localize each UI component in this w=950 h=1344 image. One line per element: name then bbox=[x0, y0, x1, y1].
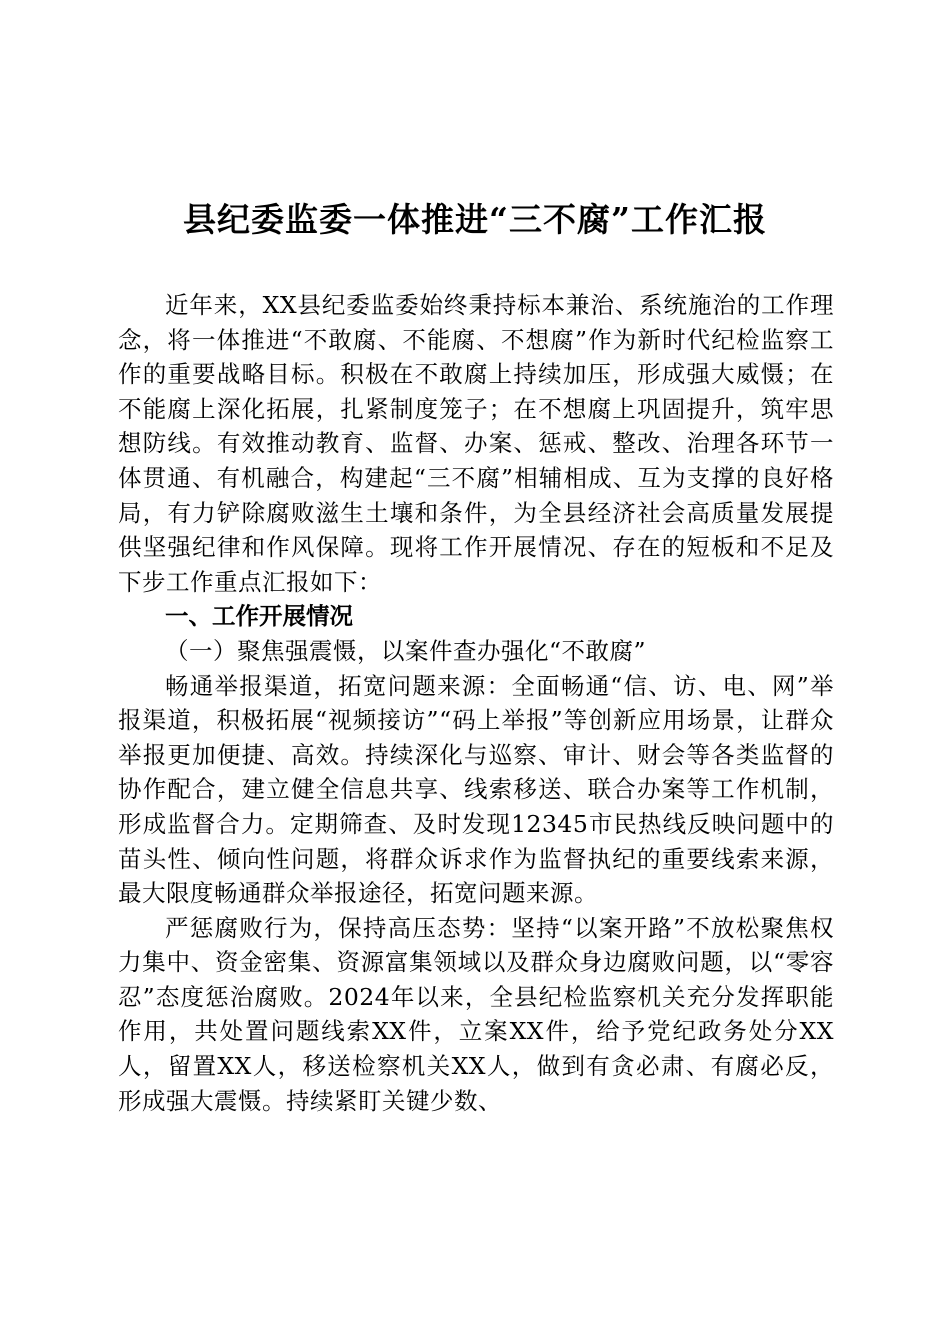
punish-corruption-paragraph: 严惩腐败行为，保持高压态势：坚持“以案开路”不放松聚焦权力集中、资金密集、资源富集领域以及群众身边腐败问题，以“零容忍”态度惩治腐败。2024年以来，全县纪检监察机关充分发挥职能作用，共处置问题线索XX件，立案XX件，给予党纪政务处分XX人，留置XX人，移送检察机关XX人，做到有贪必肃、有腐必反，形成强大震慑。持续紧盯关键少数、 bbox=[118, 913, 834, 1115]
section-heading: 一、工作开展情况 bbox=[165, 602, 353, 631]
intro-paragraph: 近年来，XX县纪委监委始终秉持标本兼治、系统施治的工作理念，将一体推进“不敢腐、不能腐、不想腐”作为新时代纪检监察工作的重要战略目标。积极在不敢腐上持续加压，形成强大威慑；在不能腐上深化拓展，扎紧制度笼子；在不想腐上巩固提升，筑牢思想防线。有效推动教育、监督、办案、惩戒、整改、治理各环节一体贯通、有机融合，构建起“三不腐”相辅相成、互为支撑的良好格局，有力铲除腐败滋生土壤和条件，为全县经济社会高质量发展提供坚强纪律和作风保障。现将工作开展情况、存在的短板和不足及下步工作重点汇报如下： bbox=[118, 291, 834, 596]
report-channels-paragraph: 畅通举报渠道，拓宽问题来源：全面畅通“信、访、电、网”举报渠道，积极拓展“视频接访”“码上举报”等创新应用场景，让群众举报更加便捷、高效。持续深化与巡察、审计、财会等各类监督的协作配合，建立健全信息共享、线索移送、联合办案等工作机制，形成监督合力。定期筛查、及时发现12345市民热线反映问题中的苗头性、倾向性问题，将群众诉求作为监督执纪的重要线索来源，最大限度畅通群众举报途径，拓宽问题来源。 bbox=[118, 671, 834, 908]
page-title: 县纪委监委一体推进“三不腐”工作汇报 bbox=[183, 200, 767, 239]
document-body bbox=[118, 288, 834, 1118]
subsection-heading: （一）聚焦强震慑，以案件查办强化“不敢腐” bbox=[165, 636, 647, 665]
